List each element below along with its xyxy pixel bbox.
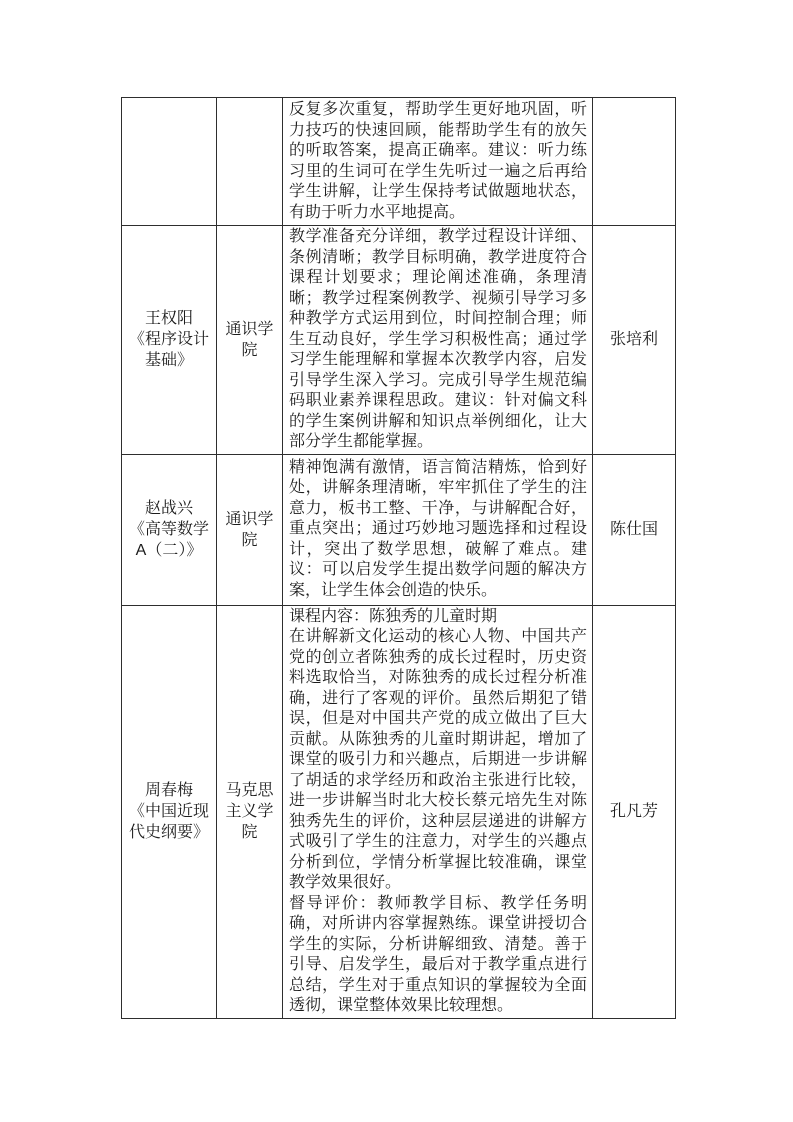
teacher-cell: [122, 605, 217, 1018]
teacher-name: 周春梅: [144, 782, 193, 799]
course-title: 《中国近现代史纲要》: [128, 803, 209, 841]
teacher-name: 赵战兴: [144, 500, 193, 517]
evaluator-cell: 张培利: [593, 226, 676, 455]
evaluation-cell: [283, 454, 593, 605]
evaluation-paragraph: 教学准备充分详细，教学过程设计详细、条例清晰；教学目标明确，教学进度符合课程计划要求；理论阐述准确，条理清晰；教学过程案例教学、视频引导学习多种教学方式运用到位，时间控制合理；师生互动良好，学生学习积极性高；通过学习学生能理解和掌握本次教学内容，启发引导学生深入学习。完成引导学生规范编码职业素养课程思政。建议：针对偏文科的学生案例讲解和知识点举例细化，让大部分学生都能掌握。: [289, 228, 587, 450]
teacher-cell: [122, 98, 217, 226]
table-row: [122, 98, 676, 226]
evaluation-cell: [283, 226, 593, 455]
evaluator-cell: 孔凡芳: [593, 605, 676, 1018]
college-cell: 马克思主义学院: [217, 605, 283, 1018]
evaluation-cell: [283, 98, 593, 226]
course-title: 《高等数学A（二）》: [128, 521, 209, 559]
evaluator-cell: 陈仕国: [593, 454, 676, 605]
table-row: [122, 226, 676, 455]
evaluation-cell: [283, 605, 593, 1018]
evaluation-paragraph: 精神饱满有激情，语言简洁精炼，恰到好处，讲解条理清晰，牢牢抓住了学生的注意力，板书工整、干净，与讲解配合好，重点突出；通过巧妙地习题选择和过程设计，突出了数学思想，破解了难点。建议：可以启发学生提出数学问题的解决方案，让学生体会创造的快乐。: [289, 458, 587, 599]
table-row: [122, 454, 676, 605]
course-title: 《程序设计基础》: [128, 331, 209, 370]
review-table: [121, 97, 676, 1019]
evaluation-paragraph: 反复多次重复，帮助学生更好地巩固，听力技巧的快速回顾，能帮助学生有的放矢的听取答案，提高正确率。建议：听力练习里的生词可在学生先听过一遍之后再给学生讲解，让学生保持考试做题地状态，有助于听力水平地提高。: [289, 101, 587, 221]
table-row: [122, 605, 676, 1018]
evaluation-paragraph: 课程内容：陈独秀的儿童时期: [289, 607, 498, 625]
teacher-cell: [122, 454, 217, 605]
college-cell: [217, 98, 283, 226]
evaluation-paragraph: 在讲解新文化运动的核心人物、中国共产党的创立者陈独秀的成长过程时，历史资料选取恰当，对陈独秀的成长过程分析准确，进行了客观的评价。虽然后期犯了错误，但是对中国共产党的成立做出了巨大贡献。从陈独秀的儿童时期讲起，增加了课堂的吸引力和兴趣点，后期进一步讲解了胡适的求学经历和政治主张进行比较，进一步讲解当时北大校长蔡元培先生对陈独秀先生的评价，这种层层递进的讲解方式吸引了学生的注意力，对学生的兴趣点分析到位，学情分析掌握比较准确，课堂教学效果很好。: [289, 628, 587, 891]
teacher-name: 王权阳: [144, 310, 193, 328]
evaluator-cell: [593, 98, 676, 226]
teacher-cell: [122, 226, 217, 455]
college-cell: 通识学院: [217, 454, 283, 605]
evaluation-paragraph: 督导评价：教师教学目标、教学任务明确，对所讲内容掌握熟练。课堂讲授切合学生的实际，分析讲解细致、清楚。善于引导、启发学生，最后对于教学重点进行总结，学生对于重点知识的掌握较为全面透彻，课堂整体效果比较理想。: [289, 894, 587, 1014]
college-cell: 通识学院: [217, 226, 283, 455]
